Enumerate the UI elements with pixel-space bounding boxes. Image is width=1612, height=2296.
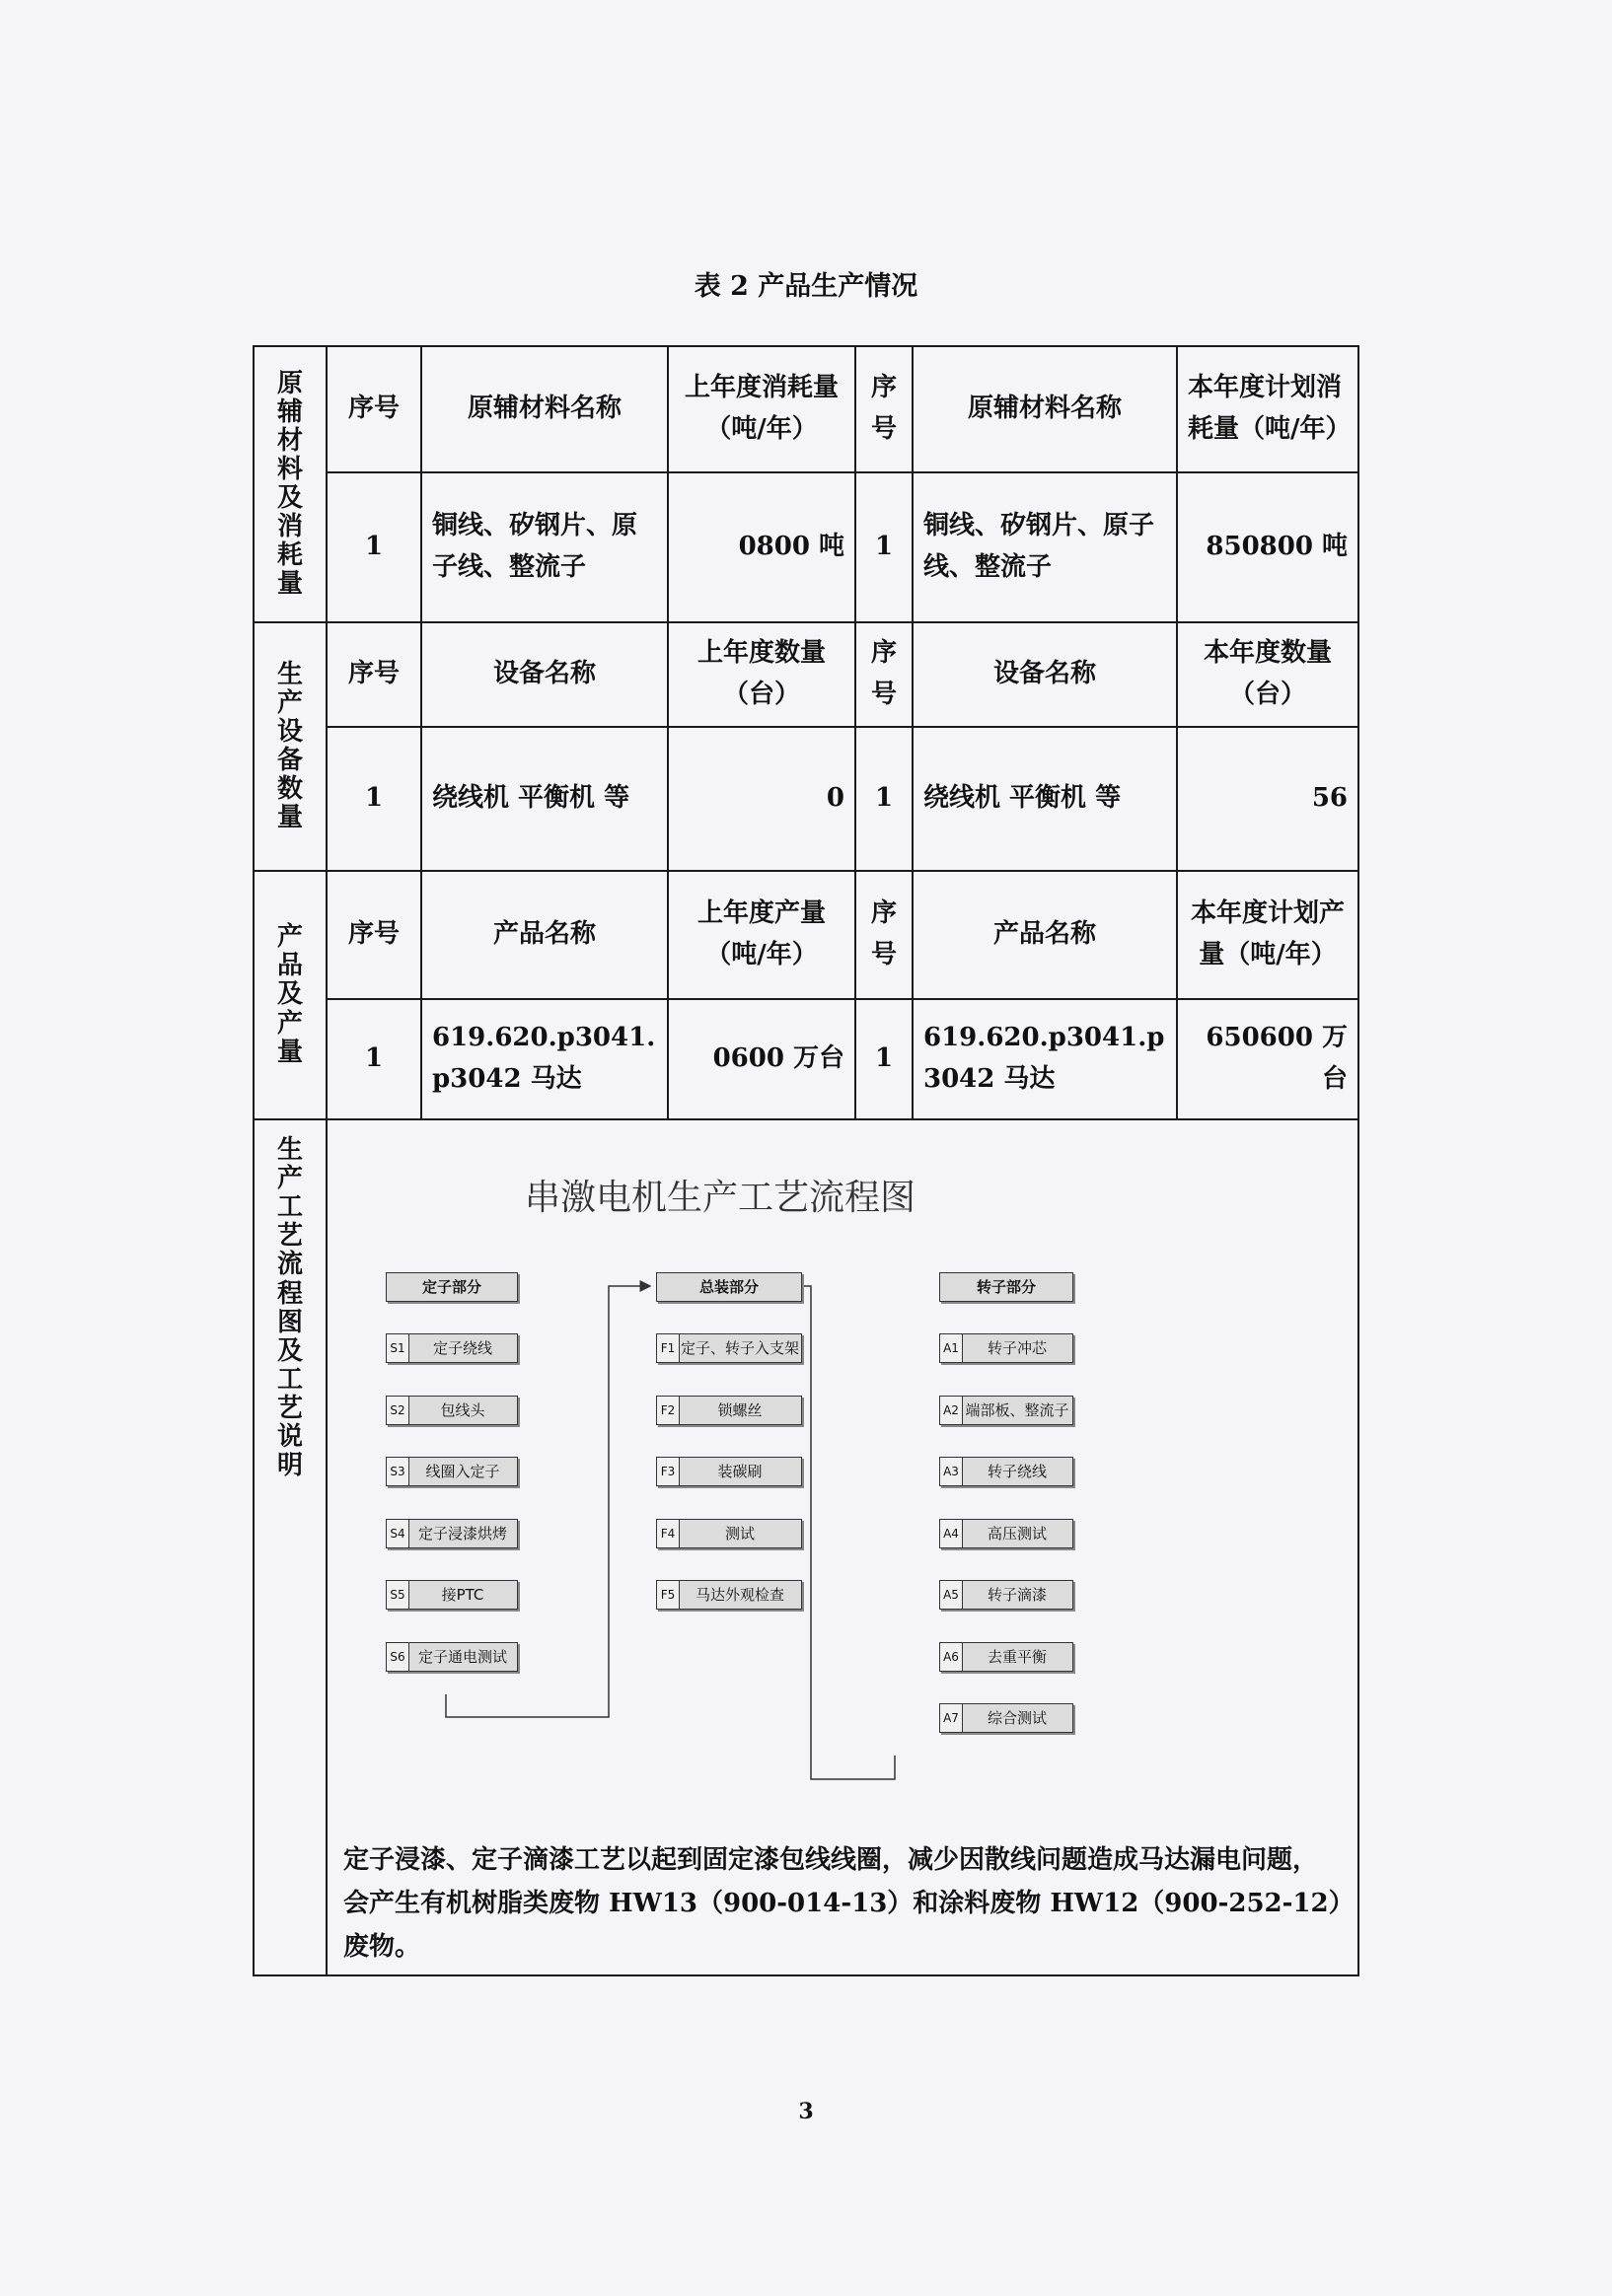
rotor-step-box bbox=[939, 1703, 1073, 1733]
cell-this-year-quantity: 56 bbox=[1177, 727, 1358, 871]
cell-this-year-consumption: 850800 吨 bbox=[1177, 472, 1358, 622]
assembly-step-box bbox=[656, 1457, 802, 1486]
header-this-year-consumption: 本年度计划消耗量（吨/年） bbox=[1177, 346, 1358, 472]
header-equipment-name-2: 设备名称 bbox=[913, 622, 1177, 727]
header-product-name-2: 产品名称 bbox=[913, 871, 1177, 999]
flowchart-title: 串激电机生产工艺流程图 bbox=[525, 1178, 916, 1218]
step-label: 包线头 bbox=[440, 1401, 485, 1419]
stator-step-box bbox=[386, 1519, 518, 1548]
rotor-head-box: 转子部分 bbox=[939, 1272, 1073, 1302]
step-code: A3 bbox=[940, 1458, 963, 1485]
materials-header-row bbox=[254, 346, 1358, 472]
rotor-step-box bbox=[939, 1642, 1073, 1672]
step-code: A6 bbox=[940, 1643, 963, 1671]
equipment-header-row bbox=[254, 622, 1358, 727]
step-code: A2 bbox=[940, 1397, 963, 1424]
step-code: A7 bbox=[940, 1704, 963, 1732]
cell-last-year-quantity: 0 bbox=[668, 727, 855, 871]
process-flowchart bbox=[328, 1120, 1357, 1829]
rotor-step-box bbox=[939, 1519, 1073, 1548]
header-material-name-2: 原辅材料名称 bbox=[913, 346, 1177, 472]
step-code: A5 bbox=[940, 1581, 963, 1609]
step-label: 去重平衡 bbox=[987, 1648, 1047, 1666]
step-code: S4 bbox=[387, 1520, 409, 1547]
page-number: 3 bbox=[798, 2099, 814, 2124]
stator-step-box bbox=[386, 1580, 518, 1610]
assembly-step-box bbox=[656, 1580, 802, 1610]
header-this-year-output: 本年度计划产量（吨/年） bbox=[1177, 871, 1358, 999]
header-seq: 序号 bbox=[327, 622, 421, 727]
step-label: 定子通电测试 bbox=[417, 1648, 507, 1666]
cell-this-year-output: 650600 万台 bbox=[1177, 999, 1358, 1119]
step-label: 接PTC bbox=[441, 1586, 484, 1604]
equipment-data-row bbox=[254, 727, 1358, 871]
stator-step-box bbox=[386, 1642, 518, 1672]
assembly-step-box bbox=[656, 1333, 802, 1363]
step-label: 线圈入定子 bbox=[425, 1463, 500, 1480]
header-seq-2: 序号 bbox=[855, 871, 913, 999]
step-code: A1 bbox=[940, 1334, 963, 1362]
header-this-year-quantity: 本年度数量（台） bbox=[1177, 622, 1358, 727]
stator-step-box bbox=[386, 1333, 518, 1363]
cell-product-name: 619.620.p3041.p3042 马达 bbox=[421, 999, 668, 1119]
cell-seq: 1 bbox=[327, 999, 421, 1119]
cell-equipment-name-2: 绕线机 平衡机 等 bbox=[913, 727, 1177, 871]
step-code: S2 bbox=[387, 1397, 409, 1424]
page-title: 表 2 产品生产情况 bbox=[694, 271, 918, 302]
header-product-name: 产品名称 bbox=[421, 871, 668, 999]
step-label: 装碳刷 bbox=[717, 1463, 763, 1480]
step-code: A4 bbox=[940, 1520, 963, 1547]
process-row bbox=[254, 1119, 1358, 1975]
header-last-year-output: 上年度产量（吨/年） bbox=[668, 871, 855, 999]
rotor-step-box bbox=[939, 1333, 1073, 1363]
process-flow-cell bbox=[327, 1119, 1358, 1975]
cell-equipment-name: 绕线机 平衡机 等 bbox=[421, 727, 668, 871]
step-label: 定子浸漆烘烤 bbox=[417, 1525, 507, 1543]
stator-head-box: 定子部分 bbox=[386, 1272, 518, 1302]
step-label: 定子绕线 bbox=[432, 1339, 492, 1357]
header-seq: 序号 bbox=[327, 346, 421, 472]
step-code: F5 bbox=[657, 1581, 680, 1609]
step-label: 测试 bbox=[724, 1525, 755, 1543]
products-section-label: 产品及产量 bbox=[254, 871, 327, 1119]
production-table bbox=[253, 345, 1359, 1976]
cell-seq: 1 bbox=[327, 727, 421, 871]
cell-seq-2: 1 bbox=[855, 727, 913, 871]
header-material-name: 原辅材料名称 bbox=[421, 346, 668, 472]
step-code: S6 bbox=[387, 1643, 409, 1671]
equipment-section-label: 生产设备数量 bbox=[254, 622, 327, 871]
materials-data-row bbox=[254, 472, 1358, 622]
step-code: S5 bbox=[387, 1581, 409, 1609]
assembly-head-box: 总装部分 bbox=[656, 1272, 802, 1302]
step-label: 综合测试 bbox=[987, 1709, 1047, 1727]
header-seq-2: 序号 bbox=[855, 346, 913, 472]
assembly-step-box bbox=[656, 1519, 802, 1548]
header-seq: 序号 bbox=[327, 871, 421, 999]
cell-material-name-2: 铜线、矽钢片、原子线、整流子 bbox=[913, 472, 1177, 622]
step-label: 锁螺丝 bbox=[717, 1401, 763, 1419]
cell-seq-2: 1 bbox=[855, 999, 913, 1119]
header-last-year-consumption: 上年度消耗量（吨/年） bbox=[668, 346, 855, 472]
step-label: 转子绕线 bbox=[987, 1463, 1047, 1480]
header-equipment-name: 设备名称 bbox=[421, 622, 668, 727]
step-label: 定子、转子入支架 bbox=[681, 1339, 800, 1357]
rotor-step-box bbox=[939, 1580, 1073, 1610]
step-label: 转子滴漆 bbox=[987, 1586, 1047, 1604]
step-code: S1 bbox=[387, 1334, 409, 1362]
products-data-row bbox=[254, 999, 1358, 1119]
cell-last-year-output: 0600 万台 bbox=[668, 999, 855, 1119]
cell-seq: 1 bbox=[327, 472, 421, 622]
stator-step-box bbox=[386, 1396, 518, 1425]
cell-seq-2: 1 bbox=[855, 472, 913, 622]
materials-section-label: 原辅材料及消耗量 bbox=[254, 346, 327, 622]
step-code: F3 bbox=[657, 1458, 680, 1485]
products-header-row bbox=[254, 871, 1358, 999]
assembly-step-box bbox=[656, 1396, 802, 1425]
cell-product-name-2: 619.620.p3041.p3042 马达 bbox=[913, 999, 1177, 1119]
rotor-step-box bbox=[939, 1457, 1073, 1486]
step-code: F2 bbox=[657, 1397, 680, 1424]
cell-material-name: 铜线、矽钢片、原子线、整流子 bbox=[421, 472, 668, 622]
step-code: F1 bbox=[657, 1334, 680, 1362]
step-label: 转子冲芯 bbox=[987, 1339, 1047, 1357]
process-section-label: 生产工艺流程图及工艺说明 bbox=[254, 1119, 327, 1975]
step-label: 马达外观检查 bbox=[695, 1586, 784, 1604]
header-seq-2: 序号 bbox=[855, 622, 913, 727]
stator-step-box bbox=[386, 1457, 518, 1486]
step-label: 端部板、整流子 bbox=[965, 1401, 1069, 1419]
step-label: 高压测试 bbox=[987, 1525, 1047, 1543]
rotor-step-box bbox=[939, 1396, 1073, 1425]
header-last-year-quantity: 上年度数量（台） bbox=[668, 622, 855, 727]
step-code: F4 bbox=[657, 1520, 680, 1547]
process-description: 定子浸漆、定子滴漆工艺以起到固定漆包线线圈，减少因散线问题造成马达漏电问题，会产生有机树脂类废物 HW13（900-014-13）和涂料废物 HW12（900-252-12）废物。 bbox=[343, 1845, 1342, 1962]
cell-last-year-consumption: 0800 吨 bbox=[668, 472, 855, 622]
step-code: S3 bbox=[387, 1458, 409, 1485]
